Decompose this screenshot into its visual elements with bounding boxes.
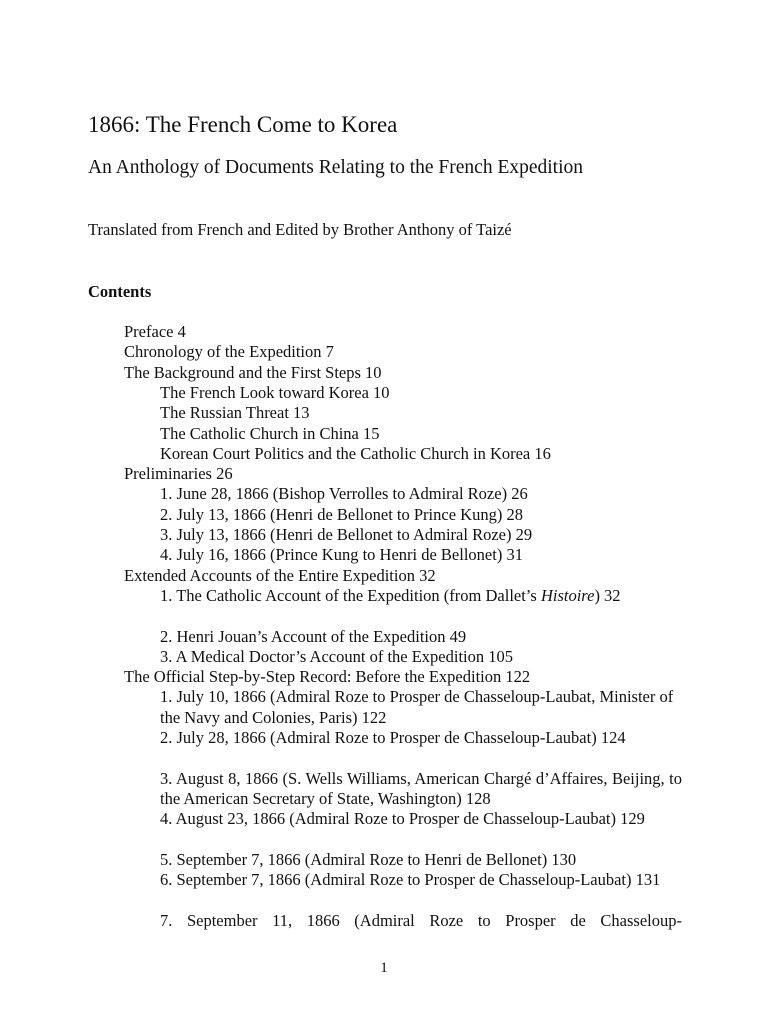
toc-subentry-catholic-church-china: The Catholic Church in China 15 xyxy=(160,423,380,443)
toc-entry-preface: Preface 4 xyxy=(124,322,186,341)
toc-subentry-ext-2: 2. Henri Jouan’s Account of the Expedition 49 xyxy=(160,626,467,646)
toc-subentry-official-1: 1. July 10, 1866 (Admiral Roze to Prosper de Chasseloup-Laubat, Minister of the Navy and Colonies, Paris) 122 xyxy=(160,687,674,727)
toc-entry-preliminaries: Preliminaries 26 xyxy=(124,464,233,484)
toc-ext-1-page: ) 32 xyxy=(594,585,621,605)
contents-heading: Contents xyxy=(88,282,152,301)
toc-subentry-korean-court-politics: Korean Court Politics and the Catholic Church in Korea 16 xyxy=(160,443,551,463)
toc-subentry-official-4: 4. August 23, 1866 (Admiral Roze to Prosper de Chasseloup-Laubat) 129 xyxy=(160,809,645,829)
toc-ext-1-text: 1. The Catholic Account of the Expedition (from Dallet’s xyxy=(160,585,541,605)
toc-subentry-russian-threat: The Russian Threat 13 xyxy=(160,403,310,423)
page-number: 1 xyxy=(380,960,388,976)
toc-subentry-official-2: 2. July 28, 1866 (Admiral Roze to Prosper de Chasseloup-Laubat) 124 xyxy=(160,728,626,747)
toc-entry-extended-accounts: Extended Accounts of the Entire Expedition 32 xyxy=(124,565,436,585)
toc-subentry-french-look: The French Look toward Korea 10 xyxy=(160,382,390,402)
toc-entry-chronology: Chronology of the Expedition 7 xyxy=(124,342,334,362)
toc-subentry-official-5: 5. September 7, 1866 (Admiral Roze to Henri de Bellonet) 130 xyxy=(160,849,577,869)
document-title: 1866: The French Come to Korea xyxy=(88,112,398,137)
document-subtitle: An Anthology of Documents Relating to the French Expedition xyxy=(88,157,584,178)
toc-subentry-prelim-1: 1. June 28, 1866 (Bishop Verrolles to Admiral Roze) 26 xyxy=(160,484,528,504)
toc-subentry-official-6: 6. September 7, 1866 (Admiral Roze to Prosper de Chasseloup-Laubat) 131 xyxy=(160,870,661,890)
toc-entry-background: The Background and the First Steps 10 xyxy=(124,362,382,382)
toc-subentry-ext-3: 3. A Medical Doctor’s Account of the Expedition 105 xyxy=(160,646,514,666)
toc-subentry-official-3: 3. August 8, 1866 (S. Wells Williams, American Chargé d’Affaires, Beijing, to the American Secretary of State, Washington) 128 xyxy=(160,768,682,808)
translator-credit: Translated from French and Edited by Brother Anthony of Taizé xyxy=(88,220,512,239)
toc-entry-official-record: The Official Step-by-Step Record: Before the Expedition 122 xyxy=(124,667,531,687)
toc-subentry-prelim-2: 2. July 13, 1866 (Henri de Bellonet to Prince Kung) 28 xyxy=(160,504,523,524)
toc-subentry-ext-1 xyxy=(160,586,682,606)
toc-ext-1-italic-title: Histoire xyxy=(540,585,595,605)
toc-subentry-official-7: 7. September 11, 1866 (Admiral Roze to Prosper de Chasseloup- xyxy=(160,910,682,930)
toc-subentry-prelim-4: 4. July 16, 1866 (Prince Kung to Henri de Bellonet) 31 xyxy=(160,545,523,565)
toc-subentry-prelim-3: 3. July 13, 1866 (Henri de Bellonet to Admiral Roze) 29 xyxy=(160,525,533,544)
